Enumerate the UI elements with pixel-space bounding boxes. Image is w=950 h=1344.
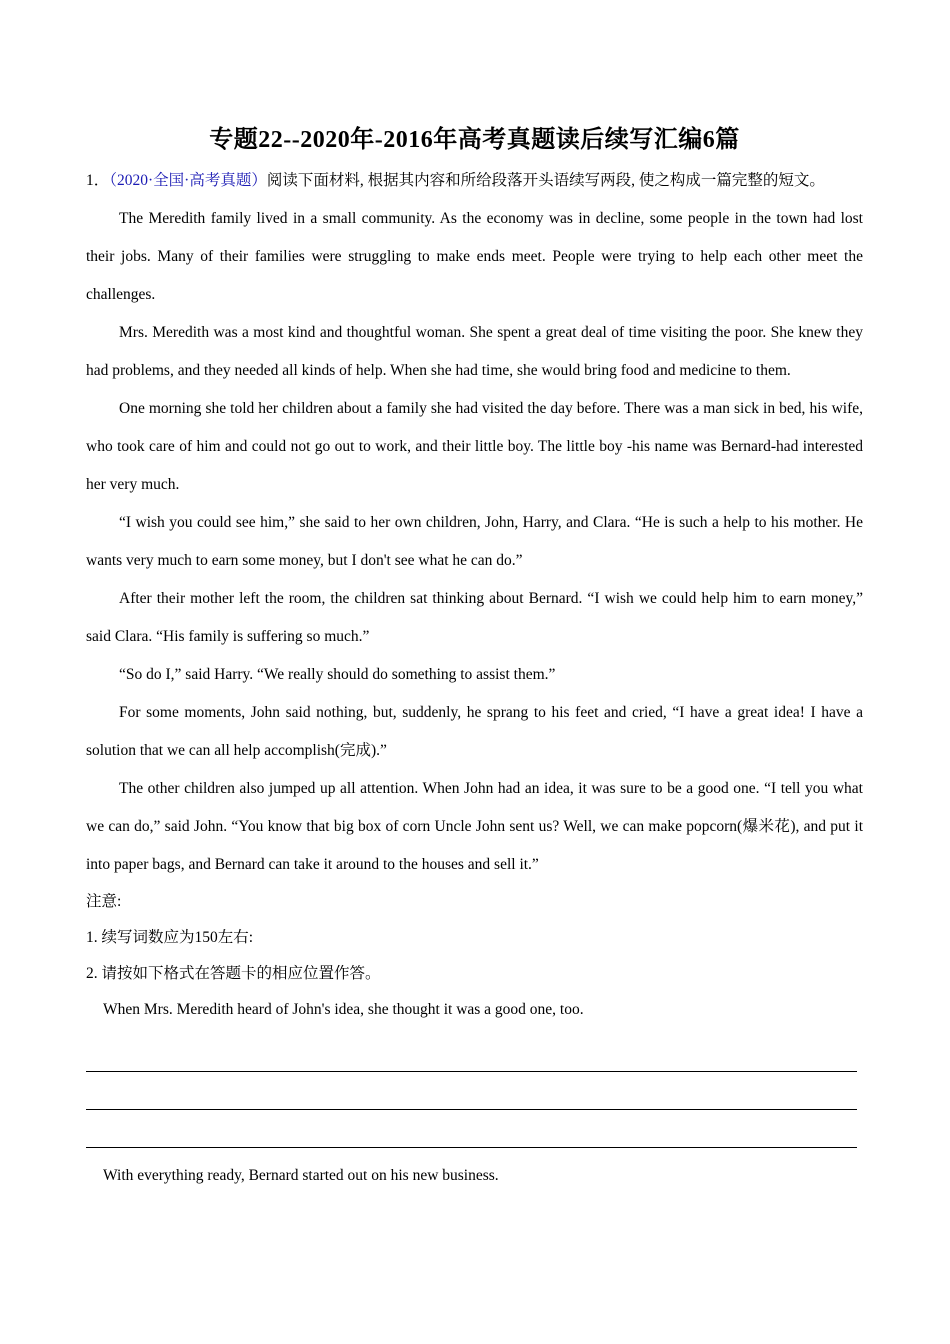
passage-paragraph: After their mother left the room, the children sat thinking about Bernard. “I wish we could help him to earn money,” said Clara. “His family is suffering so much.” — [86, 590, 863, 645]
question-number: 1． — [86, 172, 110, 189]
passage-paragraph: “So do I,” said Harry. “We really should do something to assist them.” — [119, 666, 556, 683]
answer-line[interactable] — [86, 1110, 857, 1148]
paragraph-starter-1: When Mrs. Meredith heard of John's idea, she thought it was a good one, too. — [103, 1001, 584, 1018]
passage-paragraph: One morning she told her children about a family she had visited the day before. There was a man sick in bed, his wife, who took care of him and could not go out to work, and their little boy. The little boy -his name was Bernard-had interested her very much. — [86, 400, 863, 493]
passage-paragraph: Mrs. Meredith was a most kind and thoughtful woman. She spent a great deal of time visiting the poor. She knew they had problems, and they needed all kinds of help. When she had time, she would bring food and medicine to them. — [86, 324, 863, 379]
answer-line[interactable] — [86, 1072, 857, 1110]
paragraph-starter-2: With everything ready, Bernard started out on his new business. — [103, 1167, 499, 1184]
notes-heading: 注意: — [86, 893, 122, 910]
document-page — [86, 122, 863, 1194]
passage — [86, 200, 863, 884]
answer-lines — [86, 1034, 863, 1148]
question-instruction: 阅读下面材料, 根据其内容和所给段落开头语续写两段, 使之构成一篇完整的短文。 — [266, 172, 825, 189]
question-header — [86, 162, 863, 200]
notes-section — [86, 884, 863, 992]
passage-paragraph: For some moments, John said nothing, but, suddenly, he sprang to his feet and cried, “I have a great idea! I have a solution that we can all help accomplish(完成).” — [86, 704, 863, 759]
passage-paragraph: “I wish you could see him,” she said to her own children, John, Harry, and Clara. “He is such a help to his mother. He wants very much to earn some money, but I don't see what he can do.” — [86, 514, 863, 569]
passage-paragraph: The other children also jumped up all attention. When John had an idea, it was sure to be a good one. “I tell you what we can do,” said John. “You know that big box of corn Uncle John sent us? Well, we can make popcorn(爆米花), and put it into paper bags, and Bernard can take it around to the houses and sell it.” — [86, 780, 863, 873]
question-source: （2020·全国·高考真题） — [109, 172, 267, 189]
passage-paragraph: The Meredith family lived in a small community. As the economy was in decline, some people in the town had lost their jobs. Many of their families were struggling to make ends meet. People were trying to help each other meet the challenges. — [86, 210, 863, 303]
page-title: 专题22--2020年-2016年高考真题读后续写汇编6篇 — [209, 127, 740, 153]
answer-line[interactable] — [86, 1034, 857, 1072]
note-item: 1. 续写词数应为150左右: — [86, 929, 254, 946]
note-item: 2. 请按如下格式在答题卡的相应位置作答。 — [86, 965, 381, 982]
